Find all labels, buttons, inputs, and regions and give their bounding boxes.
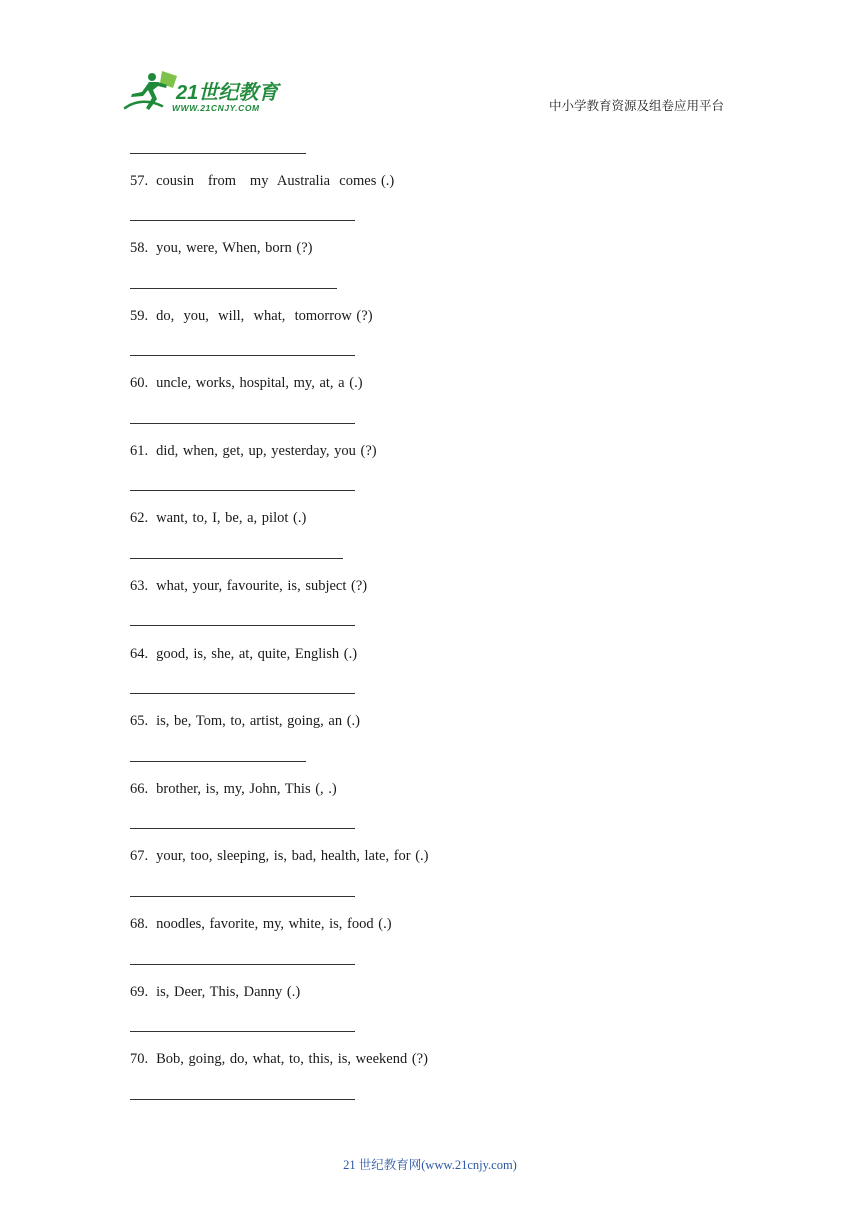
answer-line[interactable] — [130, 693, 355, 694]
question-text: Bob, going, do, what, to, this, is, weekend (?) — [156, 1051, 428, 1067]
question-number: 65. — [130, 713, 149, 729]
answer-line[interactable] — [130, 1031, 355, 1032]
question-66 — [130, 781, 337, 798]
question-number: 66. — [130, 781, 149, 797]
question-number: 58. — [130, 240, 149, 256]
question-number: 60. — [130, 375, 149, 391]
header-tagline: 中小学教育资源及组卷应用平台 — [549, 98, 725, 113]
question-number: 59. — [130, 308, 149, 324]
answer-line[interactable] — [130, 558, 343, 559]
answer-line[interactable] — [130, 828, 355, 829]
answer-line[interactable] — [130, 896, 355, 897]
question-text: noodles, favorite, my, white, is, food (.) — [156, 916, 392, 932]
question-text: do, you, will, what, tomorrow (?) — [156, 308, 373, 324]
question-number: 61. — [130, 443, 149, 459]
logo-url: WWW.21CNJY.COM — [172, 103, 260, 113]
question-number: 62. — [130, 510, 149, 526]
page-header — [0, 0, 860, 130]
question-58 — [130, 240, 312, 257]
question-number: 63. — [130, 578, 149, 594]
question-63 — [130, 578, 367, 595]
question-67 — [130, 848, 429, 865]
question-text: your, too, sleeping, is, bad, health, late, for (.) — [156, 848, 429, 864]
question-69 — [130, 984, 300, 1001]
answer-line[interactable] — [130, 355, 355, 356]
question-number: 69. — [130, 984, 149, 1000]
question-text: cousin from my Australia comes (.) — [156, 173, 395, 189]
question-64 — [130, 646, 357, 663]
question-number: 67. — [130, 848, 149, 864]
question-61 — [130, 443, 377, 460]
question-59 — [130, 308, 373, 325]
question-text: uncle, works, hospital, my, at, a (.) — [156, 375, 363, 391]
answer-line[interactable] — [130, 153, 306, 154]
answer-line[interactable] — [130, 1099, 355, 1100]
question-70 — [130, 1051, 428, 1068]
answer-line[interactable] — [130, 761, 306, 762]
question-text: want, to, I, be, a, pilot (.) — [156, 510, 307, 526]
question-text: you, were, When, born (?) — [156, 240, 313, 256]
question-number: 70. — [130, 1051, 149, 1067]
answer-line[interactable] — [130, 625, 355, 626]
answer-line[interactable] — [130, 288, 337, 289]
question-text: is, Deer, This, Danny (.) — [156, 984, 301, 1000]
answer-line[interactable] — [130, 423, 355, 424]
question-text: did, when, get, up, yesterday, you (?) — [156, 443, 377, 459]
logo-name: 21世纪教育 — [176, 82, 279, 104]
page-footer — [0, 1155, 860, 1173]
question-57 — [130, 173, 394, 190]
question-text: brother, is, my, John, This (, .) — [156, 781, 337, 797]
footer-link[interactable]: 21 世纪教育网(www.21cnjy.com) — [343, 1158, 517, 1172]
site-logo — [122, 68, 292, 116]
question-65 — [130, 713, 360, 730]
answer-line[interactable] — [130, 964, 355, 965]
question-number: 68. — [130, 916, 149, 932]
question-number: 57. — [130, 173, 149, 189]
question-text: good, is, she, at, quite, English (.) — [156, 646, 358, 662]
answer-line[interactable] — [130, 490, 355, 491]
question-62 — [130, 510, 306, 527]
answer-line[interactable] — [130, 220, 355, 221]
question-number: 64. — [130, 646, 149, 662]
question-text: is, be, Tom, to, artist, going, an (.) — [156, 713, 360, 729]
question-text: what, your, favourite, is, subject (?) — [156, 578, 368, 594]
question-60 — [130, 375, 363, 392]
question-68 — [130, 916, 392, 933]
